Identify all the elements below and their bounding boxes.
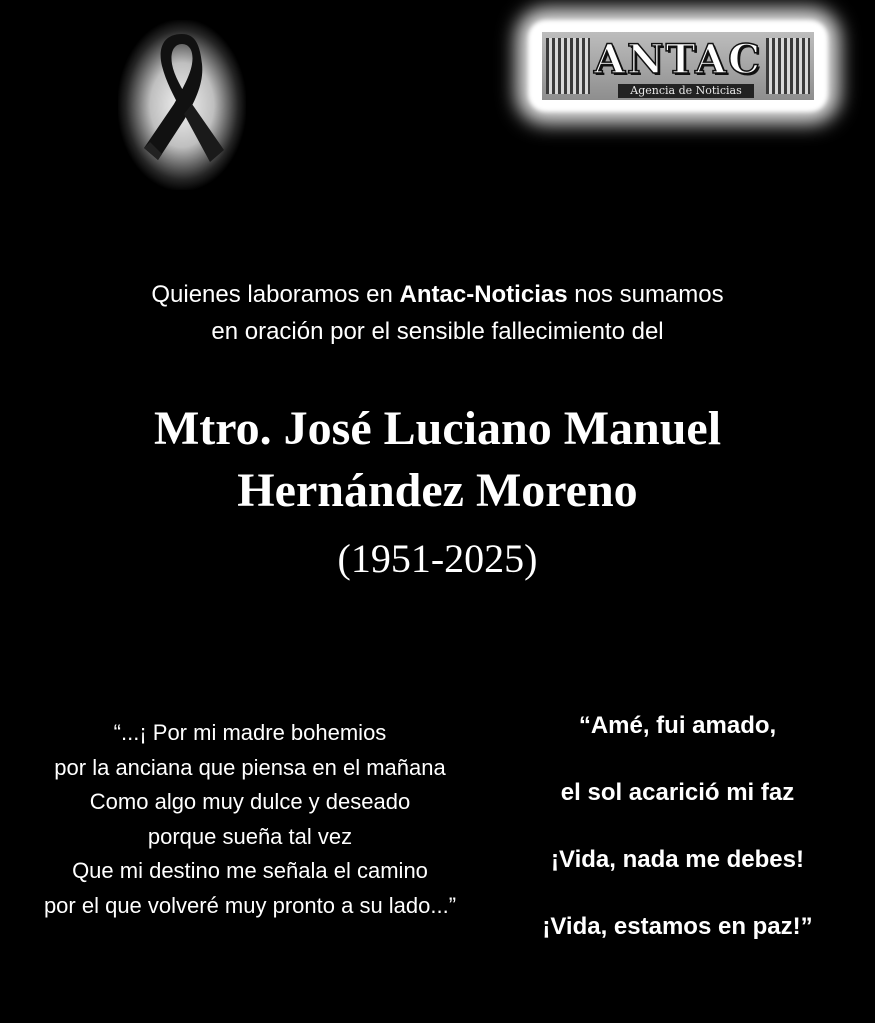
intro-line-2: en oración por el sensible fallecimiento del <box>211 318 664 345</box>
intro-line-1-before: Quienes laboramos en <box>151 281 400 308</box>
poem-right-line: el sol acarició mi faz <box>560 779 795 806</box>
poem-left-line: por la anciana que piensa en el mañana <box>54 754 446 780</box>
poem-left-line: por el que volveré muy pronto a su lado...” <box>43 892 457 918</box>
poem-right-line: ¡Vida, nada me debes! <box>551 846 804 873</box>
intro-agency-name: Antac-Noticias <box>399 281 568 308</box>
logo-plate <box>542 32 814 100</box>
deceased-years: (1951-2025) <box>337 536 538 581</box>
mourning-ribbon-icon <box>118 20 246 190</box>
deceased-name-line-1: Mtro. José Luciano Manuel <box>153 402 722 455</box>
poem-left-line: porque sueña tal vez <box>147 823 353 849</box>
intro-line-1 <box>0 276 875 313</box>
logo-title: ANTAC <box>593 36 763 83</box>
deceased-name-line-2: Hernández Moreno <box>237 464 638 517</box>
poem-right-line: ¡Vida, estamos en paz!” <box>542 913 813 940</box>
poem-left-line: “...¡ Por mi madre bohemios <box>113 720 387 745</box>
intro-text <box>0 276 875 350</box>
poem-right <box>505 692 850 960</box>
mourning-ribbon <box>118 20 246 190</box>
logo-subtitle: Agencia de Noticias <box>618 84 754 98</box>
poem-left-line: Como algo muy dulce y deseado <box>89 789 411 814</box>
poem-left-line: Que mi destino me señala el camino <box>72 858 428 883</box>
poem-right-line: “Amé, fui amado, <box>578 712 777 739</box>
intro-line-1-after: nos sumamos <box>567 281 724 308</box>
deceased-name <box>0 398 875 522</box>
poem-left <box>0 716 500 923</box>
antac-logo <box>528 20 828 112</box>
